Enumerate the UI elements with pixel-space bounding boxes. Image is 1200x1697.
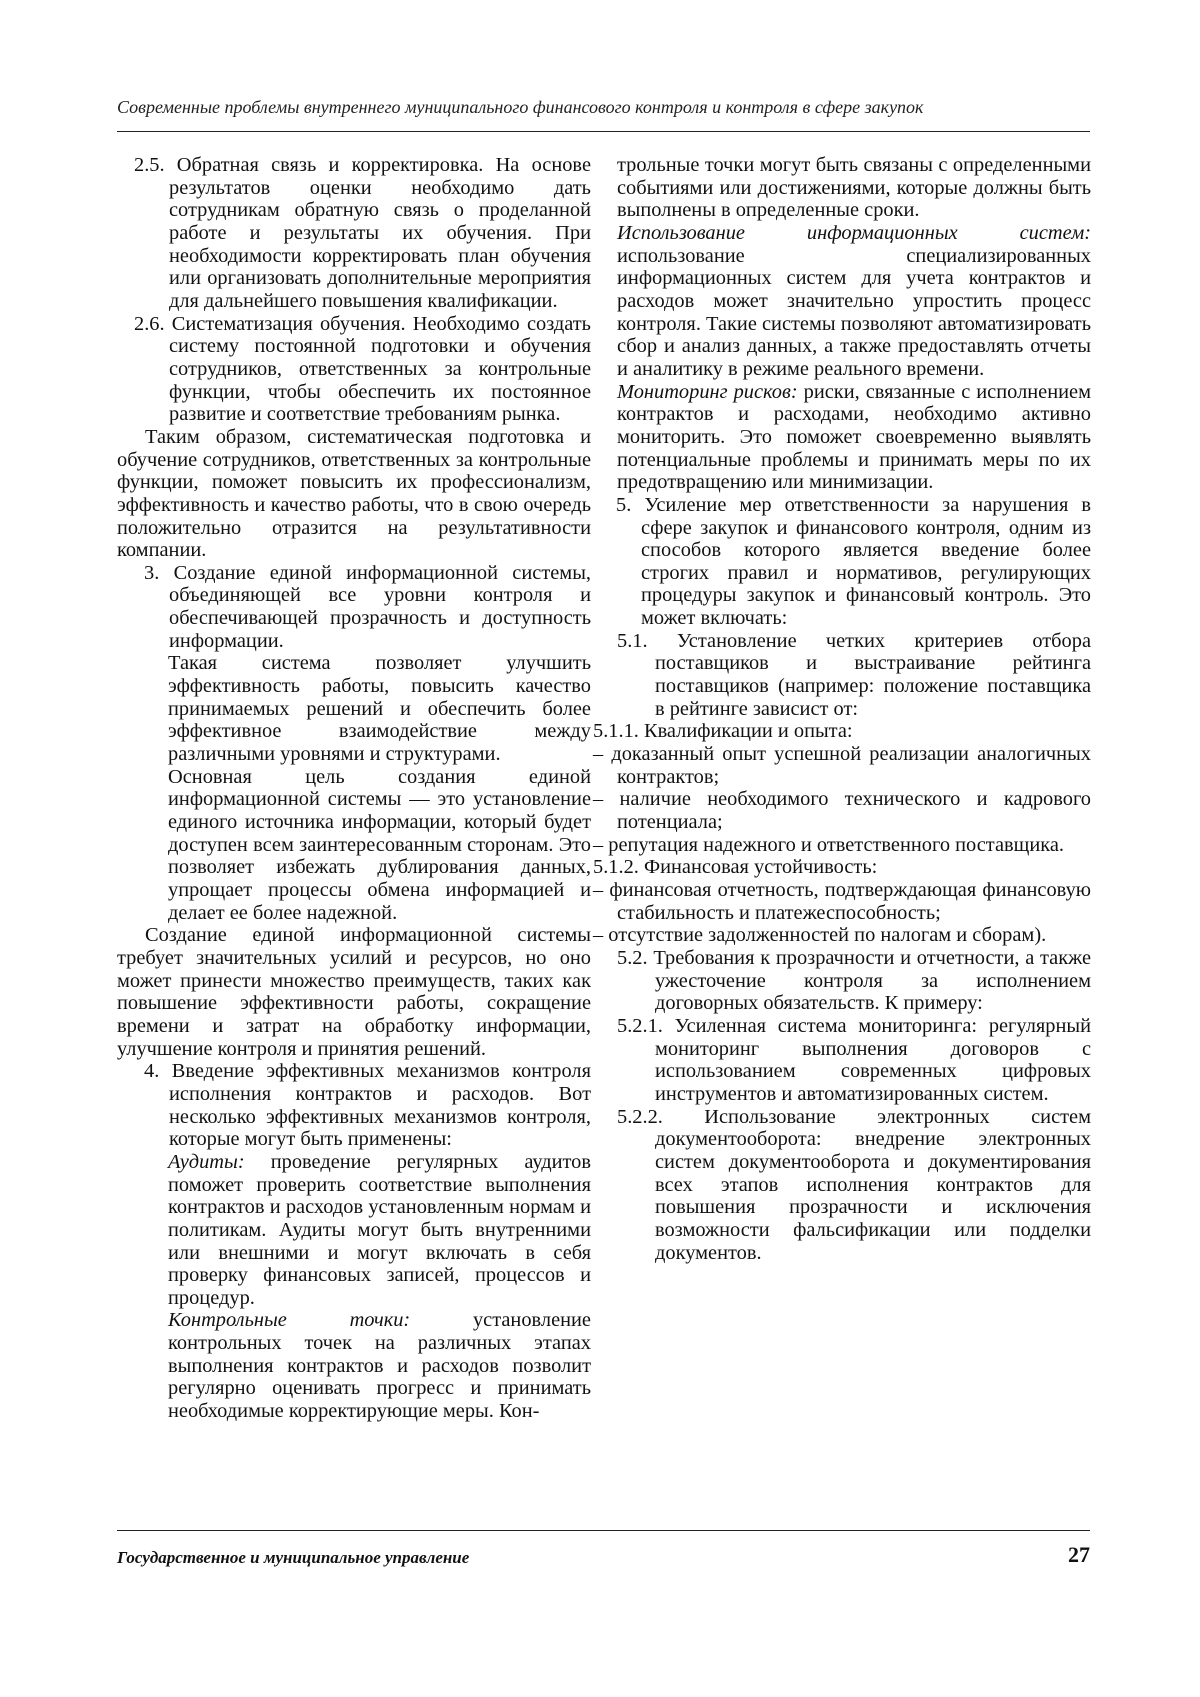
paragraph: 2.6. Систематизация обучения. Необходимо создать систему постоянной подготовки и обучения сотрудников, ответственных за контрольные функции, чтобы обеспечить их постоянное развитие и соответствие требованиям рынка. <box>134 312 591 426</box>
footer-rule <box>117 1530 1090 1531</box>
italic-term: Контрольные точки: <box>168 1309 411 1332</box>
right-column <box>593 154 1091 1264</box>
journal-title: Государственное и муниципальное управление <box>117 1548 470 1567</box>
paragraph-text: проведение регулярных аудитов поможет проверить соответствие выполнения контрактов и расходов установленным нормам и политикам. Аудиты могут быть внутренними или внешними и могут включать в себя проверку финансовых записей, процессов и процедур. <box>168 1150 591 1309</box>
paragraph-text: риски, связанные с исполнением контрактов и расходами, необходимо активно мониторить. Это поможет своевременно выявлять потенциальные проблемы и принимать меры по их предотвращению или минимизации. <box>617 380 1091 494</box>
paragraph-text: использование специализированных информационных систем для учета контрактов и расходов может значительно упростить процесс контроля. Такие системы позволяют автоматизировать сбор и анализ данных, а также предоставлять отчеты и аналитику в режиме реального времени. <box>617 244 1091 380</box>
italic-term: Мониторинг рисков: <box>617 380 798 403</box>
paragraph: 5.2.2. Использование электронных систем документооборота: внедрение электронных систем документооборота и документирования всех этапов исполнения контрактов для повышения прозрачности и исключения возможности фальсификации или подделки документов. <box>617 1105 1091 1264</box>
page-number: 27 <box>1068 1542 1090 1567</box>
left-column <box>117 154 591 1423</box>
paragraph <box>117 1151 591 1310</box>
running-header: Современные проблемы внутреннего муниципального финансового контроля и контроля в сфере закупок <box>117 97 924 117</box>
list-item: – финансовая отчетность, подтверждающая финансовую стабильность и платежеспособность; <box>593 879 1091 924</box>
paragraph: Таким образом, систематическая подготовка и обучение сотрудников, ответственных за контрольные функции, поможет повысить их профессионализм, эффективность и качество работы, что в свою очередь положительно отразится на результативности компании. <box>117 425 591 562</box>
list-item: – репутация надежного и ответственного поставщика. <box>593 833 1065 856</box>
italic-term: Аудиты: <box>168 1150 245 1173</box>
paragraph-text: установление контрольных точек на различных этапах выполнения контрактов и расходов позволит регулярно оценивать прогресс и принимать необходимые корректирующие меры. Кон- <box>168 1309 591 1423</box>
paragraph: Такая система позволяет улучшить эффективность работы, повысить качество принимаемых решений и обеспечить более эффективное взаимодействие между различными уровнями и структурами. <box>168 652 591 766</box>
paragraph <box>617 381 1091 494</box>
paragraph: 5.1.1. Квалификации и опыта: <box>593 720 853 743</box>
paragraph: 5.1. Установление четких критериев отбора поставщиков и выстраивание рейтинга поставщиков (например: положение поставщика в рейтинге зависист от: <box>617 629 1091 720</box>
paragraph: 3. Создание единой информационной системы, объединяющей все уровни контроля и обеспечивающей прозрачность и доступность информации. <box>144 561 591 652</box>
paragraph: 5.1.2. Финансовая устойчивость: <box>593 856 878 879</box>
header-rule <box>117 131 1090 132</box>
paragraph <box>117 1309 591 1422</box>
list-item: – доказанный опыт успешной реализации аналогичных контрактов; <box>593 743 1091 788</box>
paragraph: 4. Введение эффективных механизмов контроля исполнения контрактов и расходов. Вот несколько эффективных механизмов контроля, которые могут быть применены: <box>144 1060 591 1151</box>
list-item: – отсутствие задолженностей по налогам и сборам). <box>593 924 1047 947</box>
paragraph: 5.2.1. Усиленная система мониторинга: регулярный мониторинг выполнения договоров с использованием современных цифровых инструментов и автоматизированных систем. <box>617 1014 1091 1105</box>
paragraph: трольные точки могут быть связаны с определенными событиями или достижениями, которые должны быть выполнены в определенные сроки. <box>617 154 1091 222</box>
paragraph: 5.2. Требования к прозрачности и отчетности, а также ужесточение контроля за исполнением договорных обязательств. К примеру: <box>617 946 1091 1015</box>
italic-term: Использование информационных систем: <box>617 221 1091 244</box>
paragraph: 5. Усиление мер ответственности за нарушения в сфере закупок и финансового контроля, одним из способов которого является введение более строгих правил и нормативов, регулирующих процедуры закупок и финансовый контроль. Это может включать: <box>616 493 1091 630</box>
paragraph <box>617 222 1091 381</box>
paragraph: Основная цель создания единой информационной системы — это установление единого источника информации, который будет доступен всем заинтересованным сторонам. Это позволяет избежать дублирования данных, упрощает процессы обмена информацией и делает ее более надежной. <box>168 765 591 924</box>
paragraph: Создание единой информационной системы требует значительных усилий и ресурсов, но оно может принести множество преимуществ, таких как повышение эффективности работы, сокращение времени и затрат на обработку информации, улучшение контроля и принятия решений. <box>117 924 591 1060</box>
paragraph: 2.5. Обратная связь и корректировка. На основе результатов оценки необходимо дать сотрудникам обратную связь о проделанной работе и результаты их обучения. При необходимости корректировать план обучения или организовать дополнительные мероприятия для дальнейшего повышения квалификации. <box>134 154 591 312</box>
list-item: – наличие необходимого технического и кадрового потенциала; <box>593 788 1091 834</box>
